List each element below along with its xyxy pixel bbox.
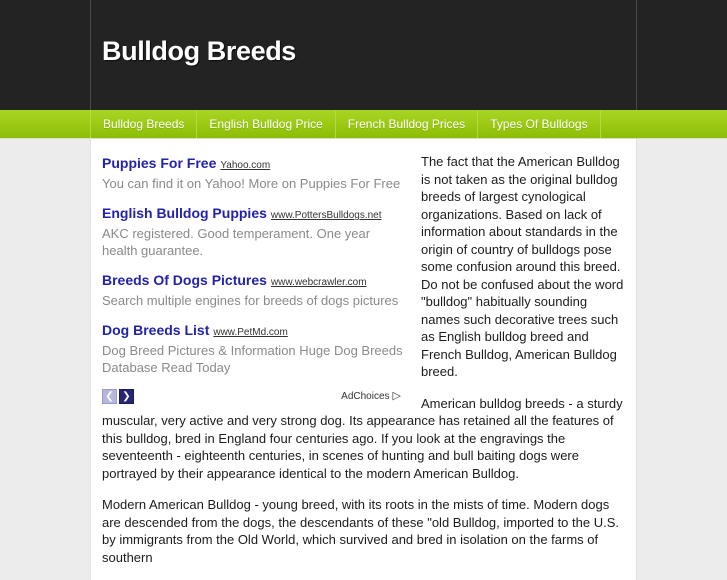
nav-inner (90, 110, 637, 138)
nav-item-bulldog-breeds[interactable]: Bulldog Breeds (90, 110, 197, 138)
ad-block (102, 155, 407, 404)
adchoices-label: AdChoices (341, 391, 390, 402)
ad-unit (102, 205, 407, 259)
ad-head (102, 322, 407, 341)
ad-url-link[interactable]: www.webcrawler.com (270, 277, 367, 288)
content-column (90, 139, 637, 580)
ad-footer (102, 389, 407, 404)
adchoices-link[interactable] (341, 391, 401, 402)
paragraph: American bulldog breeds - a sturdy muscular, very active and very strong dog. Its appearance has retained all the features of this bulldog, bred in England four centuries ago. If you look at the engravings the seventeenth - eighteenth centuries, in scenes of hunting and bull baiting dogs were portrayed by their appearance identical to the modern American Bulldog. (102, 395, 623, 481)
ad-pager (102, 389, 134, 404)
nav-item-english-bulldog-price[interactable]: English Bulldog Price (197, 110, 335, 138)
ad-head (102, 205, 407, 224)
ad-title-link[interactable]: Puppies For Free (102, 155, 217, 171)
nav-item-french-bulldog-prices[interactable]: French Bulldog Prices (336, 110, 478, 138)
adchoices-triangle-icon: ▷ (392, 390, 401, 402)
prev-arrow-icon[interactable]: ❮ (102, 389, 117, 404)
ad-title-link[interactable]: Dog Breeds List (102, 322, 210, 338)
ad-url-link[interactable]: www.PottersBulldogs.net (270, 210, 382, 221)
next-arrow-icon[interactable]: ❯ (119, 389, 134, 404)
article-body (102, 139, 625, 580)
paragraph: The fact that the American Bulldog is not taken as the original bulldog breeds of largest cynological organizations. Based on lack of information about standards in the origin of country of bulldogs pose some confusion around this breed. Do not be confused about the word "bulldog" habitually sounding names such decorative trees such as English bulldog breed and French Bulldog, American Bulldog breed. (421, 154, 624, 379)
paragraph: Modern American Bulldog - young breed, with its roots in the mists of time. Modern dogs are descended from the dogs, the descendants of these "old Bulldog, imported to the U.S. by immigrants from the Old World, which survived and bred in isolation on the farms of southern (102, 497, 619, 565)
ad-description: Search multiple engines for breeds of dogs pictures (102, 293, 399, 308)
ad-description: You can find it on Yahoo! More on Puppies For Free (102, 176, 401, 191)
nav-item-types-of-bulldogs[interactable]: Types Of Bulldogs (478, 110, 600, 138)
ad-head (102, 272, 407, 291)
ad-head (102, 155, 407, 174)
page-title: Bulldog Breeds (102, 36, 296, 66)
ad-unit (102, 155, 407, 192)
header-inner (90, 0, 637, 110)
ad-title-link[interactable]: English Bulldog Puppies (102, 205, 267, 221)
site-header (0, 0, 727, 110)
ad-unit (102, 322, 407, 376)
ad-description: AKC registered. Good temperament. One year health guarantee. (102, 226, 371, 258)
ad-title-link[interactable]: Breeds Of Dogs Pictures (102, 272, 267, 288)
main-navigation (0, 110, 727, 139)
ad-unit (102, 272, 407, 309)
ad-url-link[interactable]: www.PetMd.com (213, 327, 288, 338)
ad-url-link[interactable]: Yahoo.com (220, 160, 271, 171)
ad-description: Dog Breed Pictures & Information Huge Dog Breeds Database Read Today (102, 343, 403, 375)
